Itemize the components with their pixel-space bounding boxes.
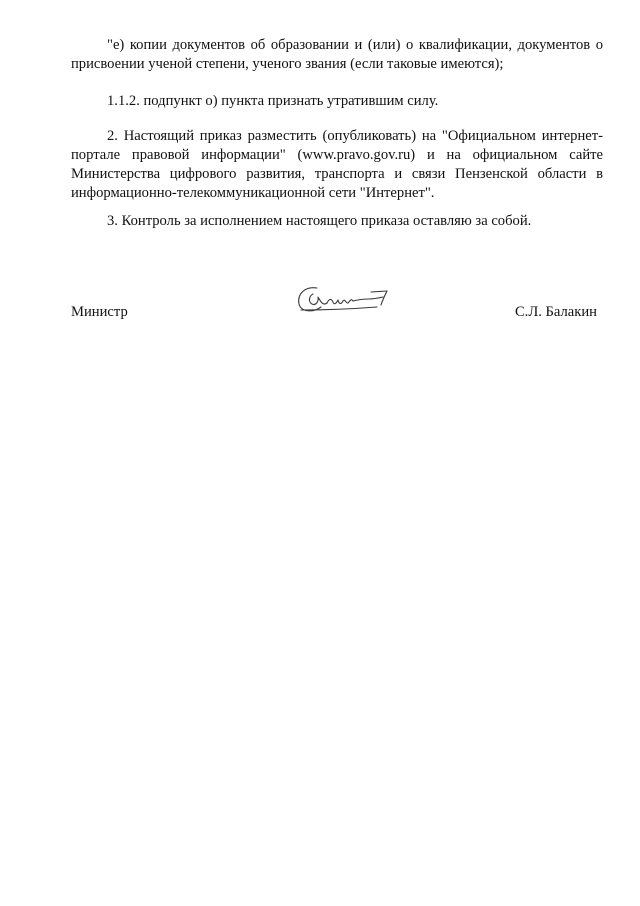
- signature-block: [71, 280, 603, 330]
- paragraph-point-2-publication: 2. Настоящий приказ разместить (опубликовать) на "Официальном интернет-портале правовой информации" (www.pravo.gov.ru) и на официальном сайте Министерства цифрового развития, транспорта и связи Пензенской области в информационно-телекоммуникационной сети "Интернет".: [71, 128, 603, 201]
- signer-name: С.Л. Балакин: [514, 304, 597, 320]
- paragraph-item-e: "е) копии документов об образовании и (или) о квалификации, документов о присвоении ученой степени, ученого звания (если таковые имеются);: [71, 37, 603, 72]
- paragraph-point-3-control: 3. Контроль за исполнением настоящего приказа оставляю за собой.: [107, 213, 532, 229]
- paragraph-subpoint-1-1-2: 1.1.2. подпункт о) пункта признать утратившим силу.: [107, 93, 439, 109]
- signer-position: Министр: [71, 304, 128, 320]
- handwritten-signature: [291, 280, 401, 320]
